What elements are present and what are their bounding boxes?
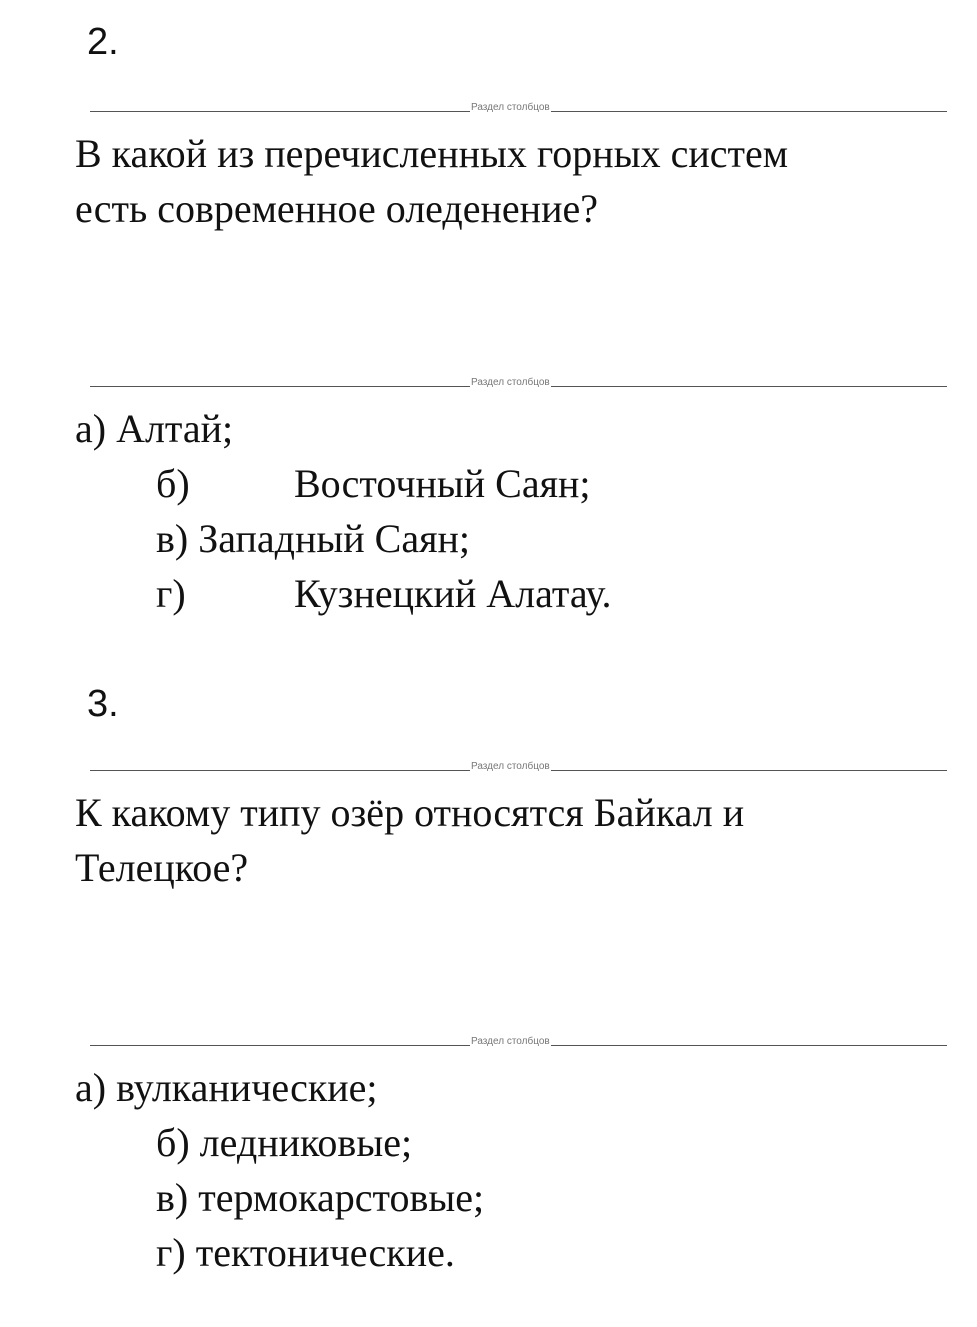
answer-option — [75, 1060, 378, 1115]
answer-option — [156, 456, 756, 511]
option-letter: а) — [75, 1065, 107, 1110]
column-break — [90, 761, 947, 777]
answer-option — [156, 511, 470, 566]
column-break — [90, 377, 947, 393]
answer-option — [156, 1170, 484, 1225]
column-break-label: Раздел столбцов — [471, 761, 550, 772]
question-text-line: В какой из перечисленных горных систем — [75, 131, 789, 176]
option-text: ледниковые; — [199, 1120, 413, 1165]
column-break-label: Раздел столбцов — [471, 1036, 550, 1047]
answer-option — [156, 1115, 412, 1170]
option-letter: в) — [156, 1175, 189, 1220]
option-letter: б) — [156, 461, 190, 506]
option-text: Западный Саян; — [198, 516, 471, 561]
question-number: 3. — [87, 683, 119, 725]
question-text-line: есть современное оледенение? — [75, 186, 598, 231]
option-text: Кузнецкий Алатау. — [294, 571, 612, 616]
option-letter: а) — [75, 406, 107, 451]
option-letter: г) — [156, 571, 186, 616]
answer-option — [156, 566, 756, 621]
column-break-label: Раздел столбцов — [471, 102, 550, 113]
question-text-line: Телецкое? — [75, 845, 249, 890]
column-break — [90, 102, 947, 118]
option-text: вулканические; — [116, 1065, 378, 1110]
option-text: Восточный Саян; — [294, 461, 591, 506]
question-text-line: К какому типу озёр относятся Байкал и — [75, 790, 745, 835]
option-text: Алтай; — [116, 406, 234, 451]
answer-option — [156, 1225, 455, 1280]
column-break-label: Раздел столбцов — [471, 377, 550, 388]
option-letter: в) — [156, 516, 189, 561]
option-letter: б) — [156, 1120, 190, 1165]
column-break — [90, 1036, 947, 1052]
option-letter: г) — [156, 1230, 186, 1275]
question-number: 2. — [87, 21, 119, 63]
option-text: тектонические. — [195, 1230, 455, 1275]
answer-option — [75, 401, 233, 456]
option-text: термокарстовые; — [198, 1175, 485, 1220]
